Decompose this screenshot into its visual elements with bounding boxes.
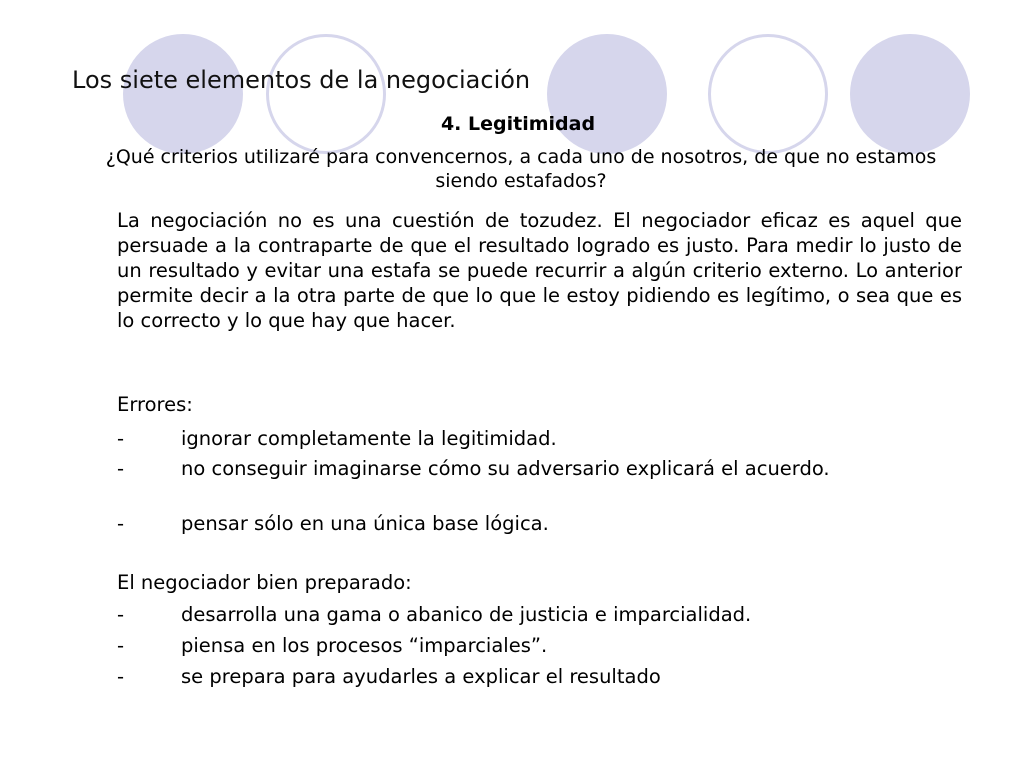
bullet-text: ignorar completamente la legitimidad. <box>181 427 557 450</box>
slide-subtitle: 4. Legitimidad <box>440 113 596 135</box>
bullet-text: pensar sólo en una única base lógica. <box>181 512 549 535</box>
errors-heading: Errores: <box>117 393 193 416</box>
bullet-dash: - <box>117 665 125 688</box>
decor-circle-ring-2 <box>708 34 828 154</box>
errors-item-3 <box>117 511 962 536</box>
decor-circle-ring-1 <box>266 34 386 154</box>
slide-title: Los siete elementos de la negociación <box>72 66 531 94</box>
bullet-dash: - <box>117 634 125 657</box>
bullet-text: se prepara para ayudarles a explicar el resultado <box>181 665 661 688</box>
bullet-dash: - <box>117 427 125 450</box>
prepared-heading: El negociador bien preparado: <box>117 571 412 594</box>
decor-circle-filled-1 <box>123 34 243 154</box>
bullet-dash: - <box>117 512 125 535</box>
errors-item-1 <box>117 426 962 451</box>
bullet-text: desarrolla una gama o abanico de justicia e imparcialidad. <box>181 603 752 626</box>
errors-item-2 <box>117 456 962 481</box>
bullet-dash: - <box>117 457 125 480</box>
bullet-dash: - <box>117 603 125 626</box>
bullet-text: piensa en los procesos “imparciales”. <box>181 634 548 657</box>
prepared-item-3 <box>117 664 962 689</box>
slide-question: ¿Qué criterios utilizaré para convencernos, a cada uno de nosotros, de que no estamos siendo estafados? <box>105 146 937 192</box>
bullet-text: no conseguir imaginarse cómo su adversario explicará el acuerdo. <box>181 457 830 480</box>
decor-circle-filled-2 <box>547 34 667 154</box>
prepared-item-2 <box>117 633 962 658</box>
prepared-item-1 <box>117 602 962 627</box>
decor-circle-filled-3 <box>850 34 970 154</box>
body-paragraph: La negociación no es una cuestión de tozudez. El negociador eficaz es aquel que persuade a la contraparte de que el resultado logrado es justo. Para medir lo justo de un resultado y evitar una estafa se puede recurrir a algún criterio externo. Lo anterior permite decir a la otra parte de que lo que le estoy pidiendo es legítimo, o sea que es lo correcto y lo que hay que hacer. <box>117 209 962 332</box>
